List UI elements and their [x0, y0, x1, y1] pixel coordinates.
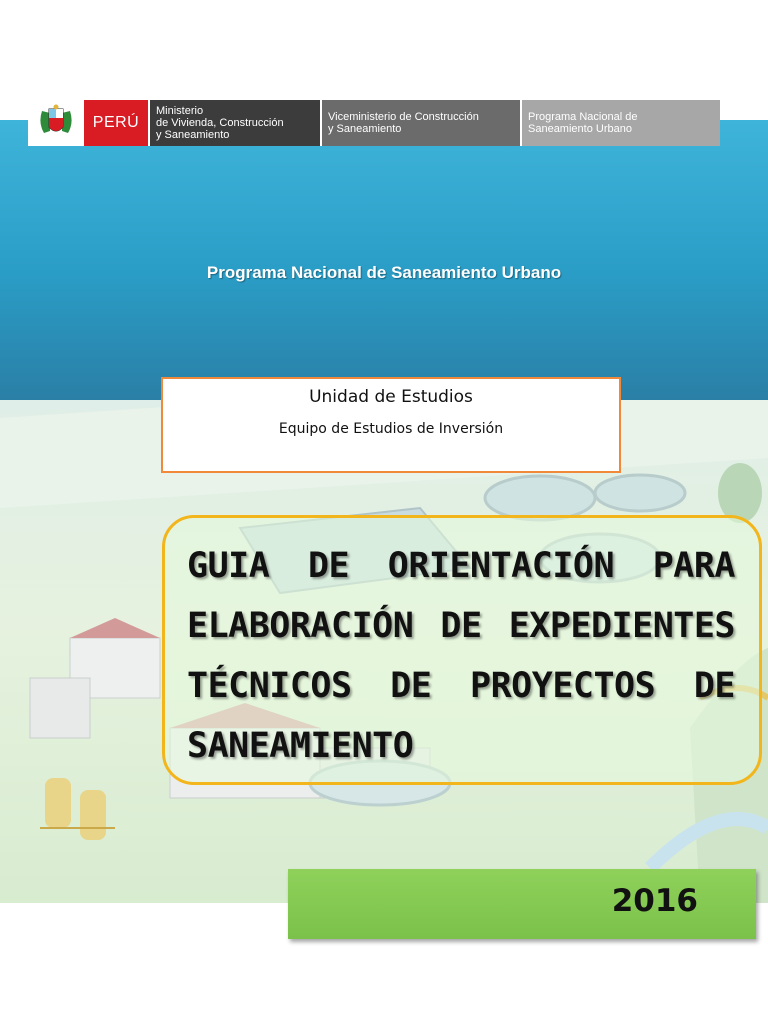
unit-box [161, 377, 621, 473]
institutional-header [28, 100, 720, 146]
document-year: 2016 [611, 883, 698, 919]
year-box [288, 869, 756, 939]
viceministry-text: Viceministerio de Construcción y Saneamiento [328, 111, 479, 135]
header-blue-band [0, 120, 768, 400]
document-title: GUIA DE ORIENTACIÓN PARA ELABORACIÓN DE EXPEDIENTES TÉCNICOS DE PROYECTOS DE SANEAMIENTO [187, 546, 735, 766]
ministry-label [148, 100, 320, 146]
program-text: Programa Nacional de Saneamiento Urbano [528, 111, 638, 135]
peru-coat-of-arms [28, 100, 84, 146]
program-label [520, 100, 720, 146]
ministry-text: Ministerio de Vivienda, Construcción y Saneamiento [156, 105, 284, 141]
unit-title: Unidad de Estudios [309, 387, 473, 407]
viceministry-label [320, 100, 520, 146]
country-label: PERÚ [84, 100, 148, 146]
coat-of-arms-icon [36, 103, 76, 143]
document-title-box [162, 515, 762, 785]
unit-subtitle: Equipo de Estudios de Inversión [278, 421, 504, 437]
program-title: Programa Nacional de Saneamiento Urbano [206, 263, 562, 282]
